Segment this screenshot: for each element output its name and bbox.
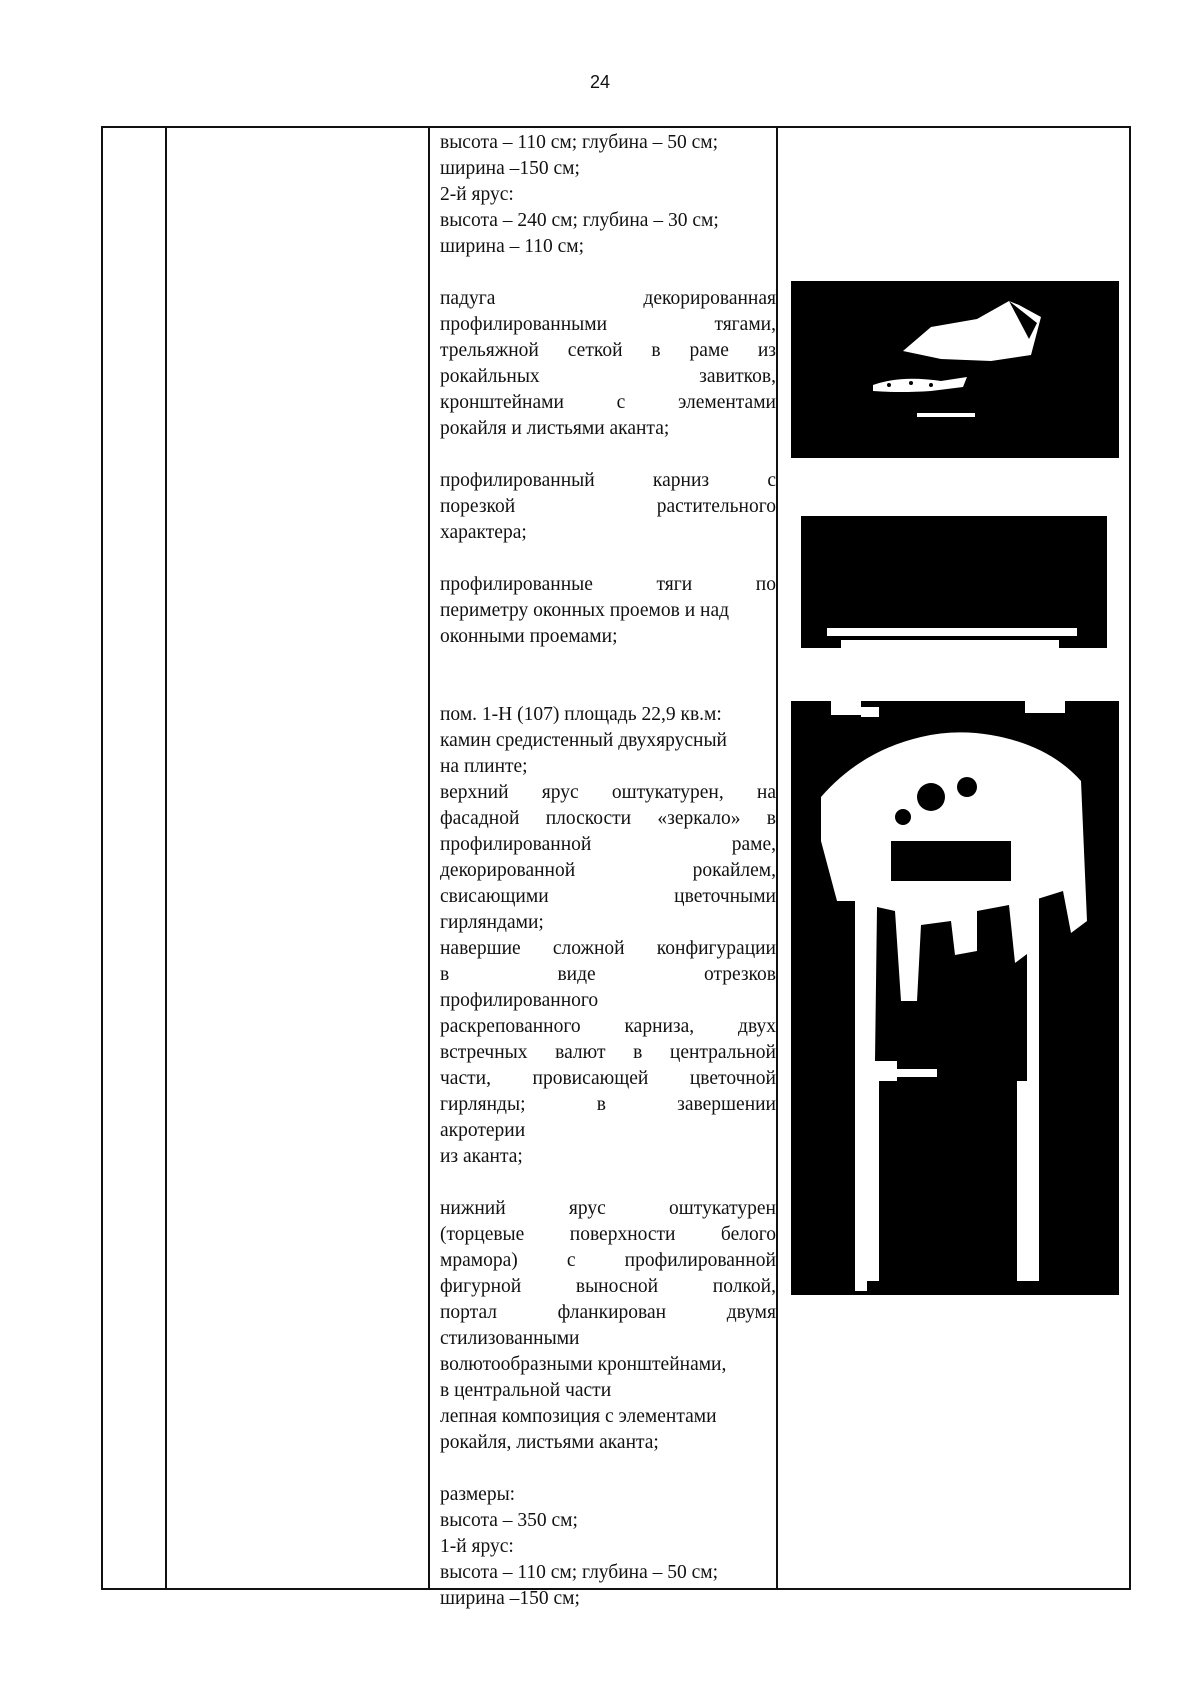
cornice-paragraph: [440, 468, 776, 546]
text-line: порезкой растительного: [440, 496, 776, 517]
text-line: камин средистенный двухярусный: [440, 730, 727, 751]
text-line: мрамора) с профилированной: [440, 1250, 776, 1271]
text-line: в виде отрезков: [440, 964, 776, 985]
text-line: размеры:: [440, 1484, 516, 1505]
paduga-photo: [791, 281, 1119, 458]
text-line: стилизованными: [440, 1328, 580, 1349]
window-mouldings-paragraph: [440, 572, 776, 650]
text-line: высота – 110 см; глубина – 50 см;: [440, 1562, 719, 1583]
text-line: верхний ярус оштукатурен, на: [440, 782, 776, 803]
text-line: пом. 1-Н (107) площадь 22,9 кв.м:: [440, 704, 722, 725]
text-line: характера;: [440, 522, 527, 543]
text-line: высота – 240 см; глубина – 30 см;: [440, 210, 719, 231]
text-line: волютообразными кронштейнами,: [440, 1354, 727, 1375]
text-line: декорированной рокайлем,: [440, 860, 776, 881]
description-column: [440, 130, 776, 1612]
text-line: части, провисающей цветочной: [440, 1068, 776, 1089]
text-line: трельяжной сеткой в раме из: [440, 340, 776, 361]
text-line: 2-й ярус:: [440, 184, 514, 205]
text-line: высота – 110 см; глубина – 50 см;: [440, 132, 719, 153]
text-line: навершие сложной конфигурации: [440, 938, 776, 959]
column-divider: [428, 128, 430, 1588]
fireplace-photo-image: [791, 701, 1119, 1295]
text-line: ширина – 110 см;: [440, 236, 585, 257]
column-divider: [165, 128, 167, 1588]
text-line: на плинте;: [440, 756, 528, 777]
text-line: профилированные тяги по: [440, 574, 776, 595]
sizes-paragraph: [440, 1482, 776, 1612]
text-line: рокайльных завитков,: [440, 366, 776, 387]
text-line: в центральной части: [440, 1380, 612, 1401]
text-line: нижний ярус оштукатурен: [440, 1198, 776, 1219]
column-divider: [776, 128, 778, 1588]
text-line: профилированной раме,: [440, 834, 776, 855]
fireplace-photo: [791, 701, 1119, 1295]
text-line: гирляндами;: [440, 912, 544, 933]
text-line: (торцевые поверхности белого: [440, 1224, 776, 1245]
text-line: фасадной плоскости «зеркало» в: [440, 808, 776, 829]
text-line: портал фланкирован двумя: [440, 1302, 776, 1323]
lower-tier-paragraph: [440, 1196, 776, 1456]
text-line: периметру оконных проемов и над: [440, 600, 730, 621]
text-line: высота – 350 см;: [440, 1510, 578, 1531]
text-line: фигурной выносной полкой,: [440, 1276, 776, 1297]
text-line: лепная композиция с элементами: [440, 1406, 717, 1427]
text-line: оконными проемами;: [440, 626, 618, 647]
dimensions-paragraph: [440, 130, 776, 260]
text-line: рокайля, листьями аканта;: [440, 1432, 659, 1453]
text-line: профилированный карниз с: [440, 470, 776, 491]
text-line: акротерии: [440, 1120, 526, 1141]
text-line: 1-й ярус:: [440, 1536, 514, 1557]
text-line: свисающими цветочными: [440, 886, 776, 907]
text-line: гирлянды; в завершении: [440, 1094, 776, 1115]
description-table: [101, 126, 1131, 1609]
text-line: кронштейнами с элементами: [440, 392, 776, 413]
text-line: встречных валют в центральной: [440, 1042, 776, 1063]
text-line: профилированными тягами,: [440, 314, 776, 335]
text-line: падуга декорированная: [440, 288, 776, 309]
page-number: 24: [589, 72, 611, 92]
text-line: ширина –150 см;: [440, 1588, 580, 1609]
fireplace-paragraph: [440, 702, 776, 1170]
cornice-photo-image: [801, 516, 1107, 648]
text-line: ширина –150 см;: [440, 158, 580, 179]
text-line: раскрепованного карниза, двух: [440, 1016, 776, 1037]
text-line: из аканта;: [440, 1146, 523, 1167]
text-line: рокайля и листьями аканта;: [440, 418, 670, 439]
paduga-paragraph: [440, 286, 776, 442]
cornice-photo: [801, 516, 1107, 648]
paduga-photo-image: [791, 281, 1119, 458]
text-line: профилированного: [440, 990, 599, 1011]
